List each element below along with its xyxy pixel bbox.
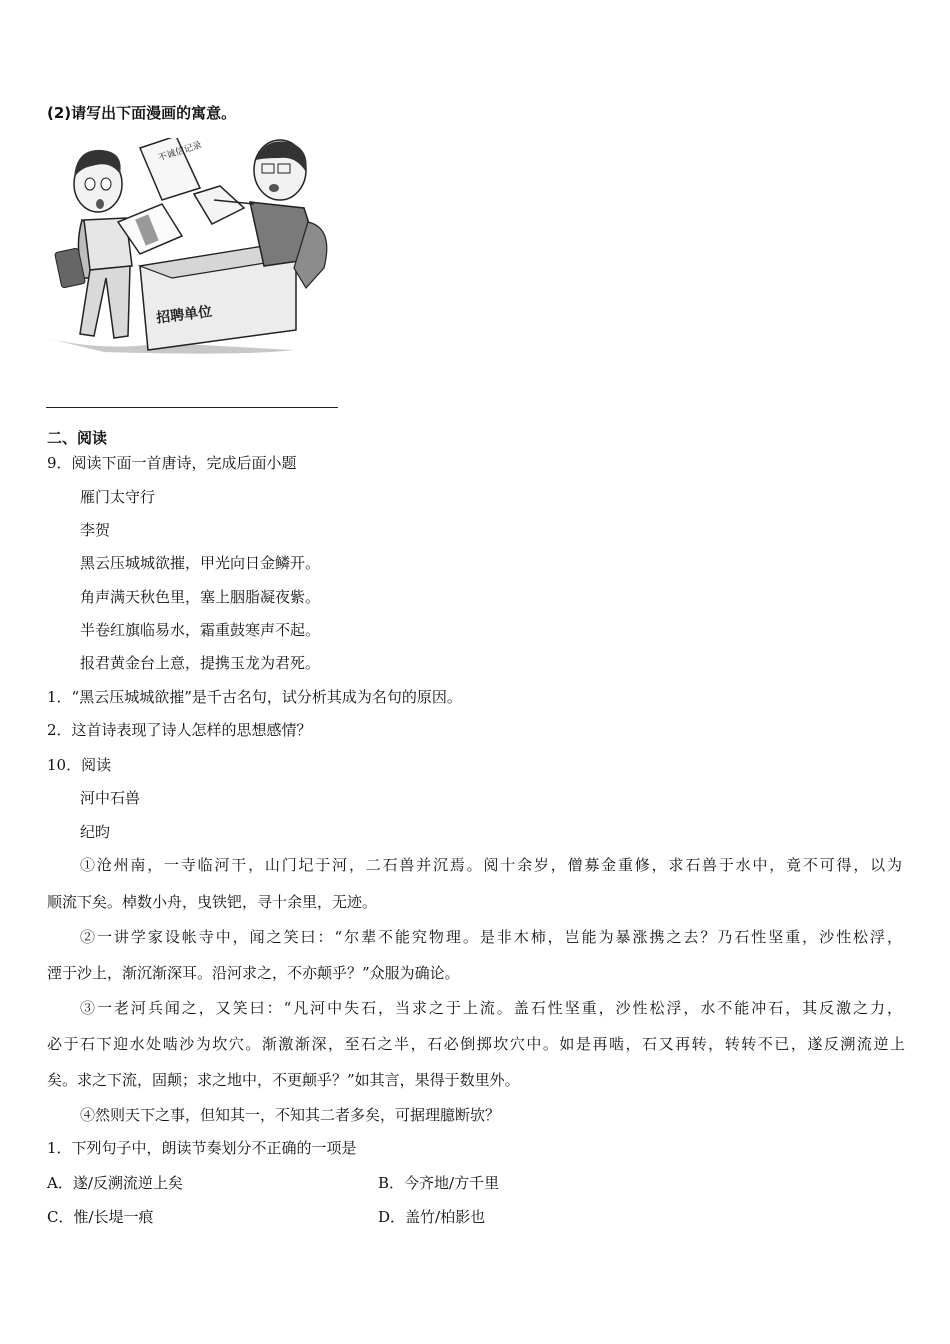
option-c[interactable]: C．惟/长堤一痕 <box>47 1208 154 1226</box>
poem-title: 雁门太守行 <box>80 488 156 506</box>
question-10-sub1: 1．下列句子中，朗读节奏划分不正确的一项是 <box>47 1139 357 1157</box>
option-a[interactable]: A．遂/反溯流逆上矣 <box>47 1174 183 1192</box>
question-2-prompt: (2)请写出下面漫画的寓意。 <box>47 104 237 122</box>
passage-title: 河中石兽 <box>80 789 141 807</box>
poem-author: 李贺 <box>80 521 111 539</box>
option-d[interactable]: D．盖竹/柏影也 <box>378 1208 486 1226</box>
passage-paragraph-2-cont: 湮于沙上，渐沉渐深耳。沿河求之，不亦颠乎？”众服为确论。 <box>47 964 460 982</box>
cartoon-illustration <box>44 138 332 356</box>
passage-paragraph-4: ④然则天下之事，但知其一，不知其二者多矣，可据理臆断欤？ <box>80 1106 501 1124</box>
passage-paragraph-3-cont: 必于石下迎水处啮沙为坎穴。渐激渐深，至石之半，石必倒掷坎穴中。如是再啮，石又再转，转转不已，遂反溯流逆上 <box>47 1035 905 1053</box>
passage-paragraph-2: ②一讲学家设帐寺中，闻之笑曰：“尔辈不能究物理。是非木柿，岂能为暴涨携之去？乃石性坚重，沙性松浮， <box>80 928 902 946</box>
passage-author: 纪昀 <box>80 823 111 841</box>
poem-line: 报君黄金台上意，提携玉龙为君死。 <box>80 654 321 672</box>
passage-paragraph-3: ③一老河兵闻之，又笑曰：“凡河中失石，当求之于上流。盖石性坚重，沙性松浮，水不能冲石，其反激之力， <box>80 999 902 1017</box>
passage-paragraph-3-end: 矣。求之下流，固颠；求之地中，不更颠乎？”如其言，果得于数里外。 <box>47 1071 520 1089</box>
section-title: 二、阅读 <box>47 429 108 447</box>
question-9-sub1: 1．“黑云压城城欲摧”是千古名句，试分析其成为名句的原因。 <box>47 688 462 706</box>
question-9-sub2: 2．这首诗表现了诗人怎样的思想感情？ <box>47 721 312 739</box>
passage-paragraph-1: ①沧州南，一寺临河干，山门圮于河，二石兽并沉焉。阅十余岁，僧募金重修，求石兽于水中，竟不可得，以为 <box>80 856 902 874</box>
passage-paragraph-1-cont: 顺流下矣。棹数小舟，曳铁钯，寻十余里，无迹。 <box>47 893 378 911</box>
paper-text: 不诚信记录 <box>157 140 204 164</box>
poem-line: 半卷红旗临易水，霜重鼓寒声不起。 <box>80 621 321 639</box>
option-b[interactable]: B．今齐地/方千里 <box>378 1174 500 1192</box>
question-10-stem: 10．阅读 <box>47 756 112 774</box>
question-9-stem: 9．阅读下面一首唐诗，完成后面小题 <box>47 454 297 472</box>
poem-line: 角声满天秋色里，塞上胭脂凝夜紫。 <box>80 588 321 606</box>
poem-line: 黑云压城城欲摧，甲光向日金鳞开。 <box>80 554 321 572</box>
answer-line[interactable] <box>46 407 338 408</box>
desk-label: 招聘单位 <box>155 303 213 327</box>
